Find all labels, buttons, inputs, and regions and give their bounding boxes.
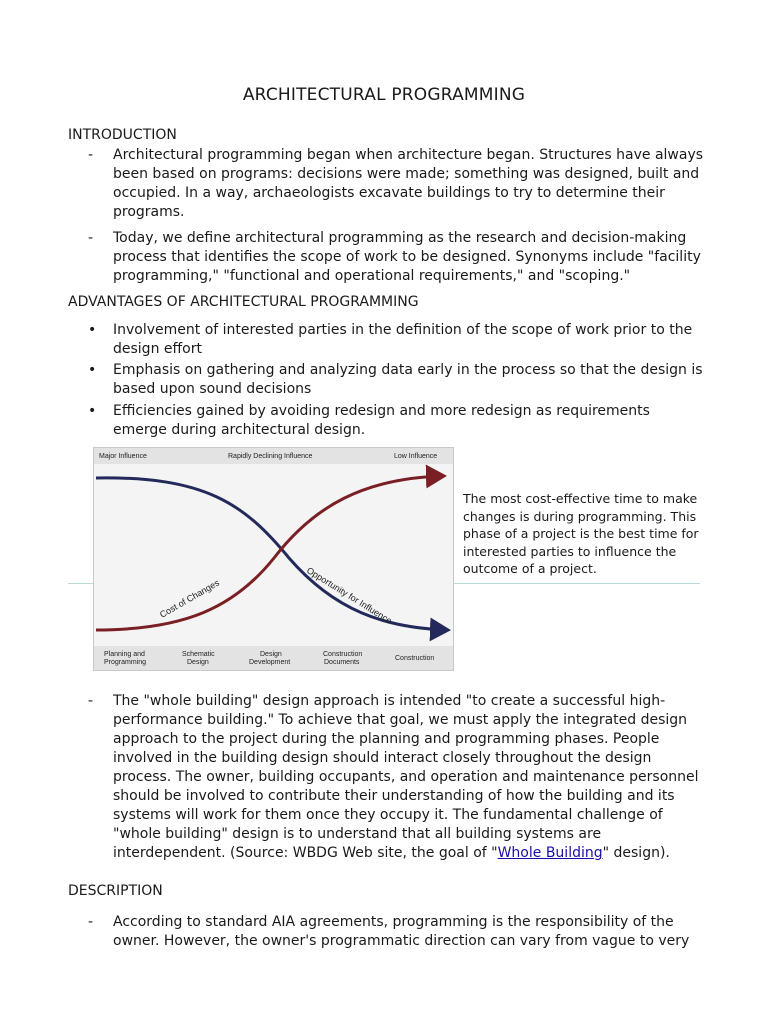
dash-marker: - bbox=[88, 147, 94, 163]
phase-label-line: Design bbox=[260, 651, 282, 658]
whole-building-text-after: " design). bbox=[602, 845, 670, 861]
macleamy-curve-figure bbox=[93, 447, 454, 671]
advantages-heading: ADVANTAGES OF ARCHITECTURAL PROGRAMMING bbox=[68, 294, 419, 310]
macleamy-curve-diagram bbox=[94, 448, 453, 670]
intro-item-text: Architectural programming began when architecture began. Structures have always been based on programs: decisions were made; something was designed, built and occupied. In a way, archaeologists excavate buildings to try to determine their programs. bbox=[113, 147, 704, 220]
description-item-text: According to standard AIA agreements, programming is the responsibility of the owner. However, the owner's programmatic direction can vary from vague to very bbox=[113, 914, 690, 949]
bullet-marker: • bbox=[88, 362, 97, 378]
phase-label bbox=[104, 651, 147, 666]
intro-item-text: Today, we define architectural programming as the research and decision-making process that identifies the scope of work to be designed. Synonyms include "facility programming," "functional and operational requirements," and "scoping." bbox=[113, 230, 701, 284]
figure-caption: The most cost-effective time to make changes is during programming. This phase of a project is the best time for interested parties to influence the outcome of a project. bbox=[463, 491, 699, 576]
phase-label-line: Programming bbox=[104, 659, 147, 666]
advantages-item-text: Efficiencies gained by avoiding redesign and more redesign as requirements emerge during architectural design. bbox=[113, 403, 650, 438]
top-label: Low Influence bbox=[394, 453, 438, 460]
advantages-item bbox=[88, 402, 704, 440]
top-label: Rapidly Declining Influence bbox=[228, 453, 313, 460]
whole-building-item bbox=[88, 692, 704, 863]
phase-label-line: Documents bbox=[324, 659, 360, 666]
intro-item bbox=[88, 229, 704, 286]
phase-label-line: Construction bbox=[323, 651, 363, 658]
advantages-item bbox=[88, 361, 704, 399]
bullet-marker: • bbox=[88, 322, 97, 338]
bullet-marker: • bbox=[88, 403, 97, 419]
phase-label-line: Design bbox=[187, 659, 209, 666]
phase-label: Construction bbox=[395, 655, 435, 662]
advantages-item-text: Involvement of interested parties in the definition of the scope of work prior to the design effort bbox=[113, 322, 693, 357]
intro-item bbox=[88, 146, 704, 222]
dash-marker: - bbox=[88, 693, 94, 709]
curve-label: Opportunity for Influence bbox=[304, 565, 394, 626]
intro-heading: INTRODUCTION bbox=[68, 127, 177, 143]
curve-label: Cost of Changes bbox=[158, 577, 222, 620]
whole-building-link[interactable]: Whole Building bbox=[497, 845, 603, 861]
advantages-item-text: Emphasis on gathering and analyzing data early in the process so that the design is based upon sound decisions bbox=[113, 362, 703, 397]
phase-label-line: Schematic bbox=[182, 651, 215, 658]
top-label: Major Influence bbox=[99, 453, 147, 460]
dash-marker: - bbox=[88, 230, 94, 246]
whole-building-text bbox=[113, 692, 704, 863]
description-item bbox=[88, 913, 704, 951]
whole-building-text-before: The "whole building" design approach is intended "to create a successful high-performance building." To achieve that goal, we must apply the integrated design approach to the project during the planning and programming phases. People involved in the building design should interact closely throughout the design process. The owner, building occupants, and operation and maintenance personnel should be involved to contribute their understanding of how the building and its systems will work for them once they occupy it. The fundamental challenge of "whole building" design is to understand that all building systems are interdependent. (Source: WBDG Web site, the goal of " bbox=[113, 693, 699, 861]
phase-label bbox=[323, 651, 364, 666]
phase-label-line: Planning and bbox=[104, 651, 145, 658]
advantages-item bbox=[88, 321, 704, 359]
opportunity-curve bbox=[96, 478, 448, 630]
phase-labels bbox=[104, 651, 147, 666]
description-heading: DESCRIPTION bbox=[68, 883, 163, 899]
phase-label-line: Development bbox=[249, 659, 291, 666]
cost-of-changes-curve bbox=[96, 476, 444, 630]
dash-marker: - bbox=[88, 914, 94, 930]
page-title: ARCHITECTURAL PROGRAMMING bbox=[242, 85, 526, 105]
